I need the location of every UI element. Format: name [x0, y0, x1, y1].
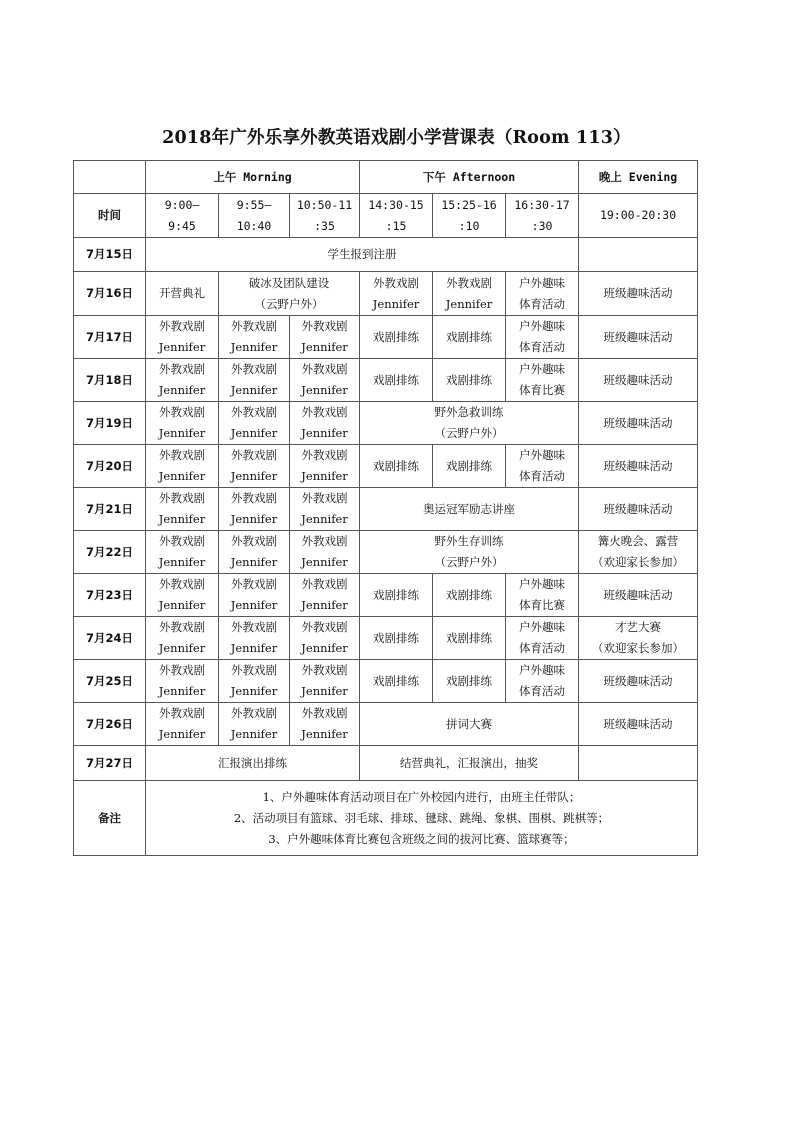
cell-text: 体育活动 — [519, 469, 566, 483]
cell-text: 外教戏剧 — [231, 534, 277, 548]
schedule-cell — [219, 402, 290, 445]
header-evening: 晚上 Evening — [579, 161, 698, 194]
schedule-cell — [579, 488, 698, 531]
schedule-cell — [219, 703, 290, 746]
cell-text: 戏剧排练 — [373, 372, 420, 387]
cell-text: 体育活动 — [519, 296, 566, 311]
cell-text: 户外趣味 — [519, 577, 566, 591]
schedule-cell — [579, 703, 698, 746]
cell-text: Jennifer — [445, 296, 493, 311]
schedule-cell — [219, 316, 290, 359]
cell-text: 户外趣味 — [519, 620, 566, 634]
cell-text: Jennifer — [301, 598, 348, 612]
schedule-cell — [360, 488, 579, 531]
schedule-cell — [146, 272, 219, 316]
cell-text: 破冰及团队建设 — [248, 275, 330, 290]
cell-text: Jennifer — [230, 383, 278, 397]
day-row — [74, 746, 698, 781]
schedule-cell — [579, 272, 698, 316]
schedule-cell — [506, 660, 579, 703]
cell-text: 班级趣味活动 — [603, 415, 673, 430]
notes-label: 备注 — [74, 781, 146, 856]
cell-text: 戏剧排练 — [373, 673, 420, 688]
cell-text: 外教戏剧 — [301, 405, 348, 419]
cell-text: Jennifer — [301, 512, 348, 526]
time-slot-3 — [290, 194, 360, 238]
cell-text: （云野户外） — [434, 555, 504, 569]
cell-text: （云野户外） — [434, 426, 504, 440]
schedule-cell — [146, 359, 219, 402]
cell-text: Jennifer — [158, 684, 206, 698]
cell-text: Jennifer — [301, 340, 348, 354]
cell-text: 戏剧排练 — [373, 329, 420, 344]
cell-text: 户外趣味 — [519, 663, 566, 677]
schedule-cell — [146, 746, 360, 781]
schedule-cell — [360, 703, 579, 746]
day-date: 7月21日 — [74, 488, 146, 531]
day-row — [74, 531, 698, 574]
schedule-cell — [360, 617, 433, 660]
cell-text: 体育活动 — [519, 641, 566, 655]
cell-text: 外教戏剧 — [159, 706, 205, 720]
cell-text: 户外趣味 — [519, 275, 566, 290]
cell-text: （欢迎家长参加） — [592, 641, 685, 655]
cell-text: 学生报到注册 — [327, 247, 397, 261]
cell-text: Jennifer — [230, 598, 278, 612]
schedule-cell — [579, 617, 698, 660]
schedule-cell — [290, 488, 360, 531]
cell-text: Jennifer — [230, 512, 278, 526]
schedule-cell — [146, 574, 219, 617]
schedule-cell — [360, 445, 433, 488]
schedule-cell — [290, 617, 360, 660]
schedule-cell — [360, 402, 579, 445]
schedule-cell — [146, 531, 219, 574]
cell-text: 班级趣味活动 — [603, 329, 673, 344]
cell-text: 班级趣味活动 — [603, 501, 673, 516]
cell-text: 拼词大赛 — [446, 716, 493, 731]
cell-text: 外教戏剧 — [373, 275, 420, 290]
schedule-cell — [506, 574, 579, 617]
schedule-cell — [433, 574, 506, 617]
day-row — [74, 238, 698, 272]
cell-text: Jennifer — [301, 469, 348, 483]
day-date: 7月16日 — [74, 272, 146, 316]
cell-text: 户外趣味 — [519, 319, 566, 333]
schedule-cell — [219, 660, 290, 703]
cell-text: 外教戏剧 — [301, 491, 348, 505]
time-slot-5 — [433, 194, 506, 238]
cell-text: 戏剧排练 — [446, 458, 493, 473]
cell-text: Jennifer — [158, 340, 206, 354]
time-label: 时间 — [74, 194, 146, 238]
schedule-cell — [219, 488, 290, 531]
cell-text: Jennifer — [230, 555, 278, 569]
cell-text: Jennifer — [301, 555, 348, 569]
cell-text: 戏剧排练 — [373, 458, 420, 473]
schedule-cell — [146, 703, 219, 746]
day-date: 7月27日 — [74, 746, 146, 781]
cell-text: 户外趣味 — [519, 362, 566, 376]
cell-text: 奥运冠军励志讲座 — [423, 501, 516, 516]
note-line: 1、户外趣味体育活动项目在广外校园内进行，由班主任带队； — [262, 789, 581, 804]
schedule-cell — [146, 402, 219, 445]
cell-text: Jennifer — [230, 469, 278, 483]
cell-text: Jennifer — [158, 641, 206, 655]
cell-text: 结营典礼，汇报演出，抽奖 — [400, 755, 539, 770]
day-row — [74, 488, 698, 531]
time-slot-start: 9:00— — [164, 197, 200, 212]
cell-text: 体育活动 — [519, 684, 566, 698]
schedule-cell — [290, 703, 360, 746]
cell-text: Jennifer — [301, 684, 348, 698]
schedule-cell — [146, 660, 219, 703]
day-date: 7月18日 — [74, 359, 146, 402]
day-date: 7月22日 — [74, 531, 146, 574]
cell-text: Jennifer — [301, 641, 348, 655]
schedule-cell — [506, 445, 579, 488]
time-slot-2 — [219, 194, 290, 238]
schedule-cell — [146, 316, 219, 359]
cell-text: 戏剧排练 — [373, 630, 420, 645]
cell-text: Jennifer — [158, 555, 206, 569]
day-row — [74, 445, 698, 488]
time-slot-end: 9:45 — [168, 218, 196, 233]
cell-text: 班级趣味活动 — [603, 587, 673, 602]
schedule-cell — [433, 445, 506, 488]
cell-text: 外教戏剧 — [159, 362, 205, 376]
cell-text: Jennifer — [372, 296, 420, 311]
time-slot-start: 9:55— — [236, 197, 272, 212]
time-slot-end: :15 — [385, 218, 407, 233]
day-date: 7月17日 — [74, 316, 146, 359]
schedule-cell — [146, 617, 219, 660]
schedule-cell — [219, 617, 290, 660]
schedule-cell — [433, 272, 506, 316]
schedule-cell — [219, 359, 290, 402]
schedule-cell — [506, 316, 579, 359]
schedule-cell — [146, 445, 219, 488]
schedule-cell — [433, 316, 506, 359]
schedule-cell — [579, 238, 698, 272]
day-date: 7月26日 — [74, 703, 146, 746]
schedule-cell — [433, 660, 506, 703]
schedule-cell — [360, 531, 579, 574]
cell-text: 戏剧排练 — [446, 329, 493, 344]
schedule-cell — [579, 574, 698, 617]
time-slot-evening: 19:00-20:30 — [579, 194, 698, 238]
cell-text: 野外急救训练 — [434, 405, 504, 419]
time-slot-start: 14:30-15 — [368, 197, 424, 212]
cell-text: 外教戏剧 — [301, 319, 348, 333]
cell-text: Jennifer — [230, 727, 278, 741]
schedule-cell — [219, 531, 290, 574]
cell-text: Jennifer — [158, 383, 206, 397]
notes-content — [146, 781, 698, 856]
header-afternoon: 下午 Afternoon — [360, 161, 579, 194]
day-row — [74, 703, 698, 746]
cell-text: 外教戏剧 — [301, 534, 348, 548]
cell-text: 篝火晚会、露营 — [597, 534, 679, 548]
schedule-cell — [433, 359, 506, 402]
note-line: 3、户外趣味体育比赛包含班级之间的拔河比赛、篮球赛等； — [268, 831, 575, 846]
cell-text: 班级趣味活动 — [603, 716, 673, 731]
day-row — [74, 316, 698, 359]
cell-text: 外教戏剧 — [159, 577, 205, 591]
day-date: 7月25日 — [74, 660, 146, 703]
schedule-cell — [360, 359, 433, 402]
cell-text: 外教戏剧 — [446, 275, 493, 290]
schedule-cell — [290, 574, 360, 617]
schedule-cell — [360, 746, 579, 781]
cell-text: 外教戏剧 — [231, 319, 277, 333]
cell-text: 外教戏剧 — [159, 534, 205, 548]
schedule-cell — [360, 316, 433, 359]
cell-text: Jennifer — [230, 426, 278, 440]
schedule-cell — [290, 359, 360, 402]
schedule-cell — [506, 272, 579, 316]
schedule-table — [73, 160, 698, 856]
cell-text: 外教戏剧 — [159, 448, 205, 462]
time-slot-1 — [146, 194, 219, 238]
cell-text: Jennifer — [301, 727, 348, 741]
corner-cell — [74, 161, 146, 194]
cell-text: Jennifer — [158, 598, 206, 612]
schedule-cell — [579, 359, 698, 402]
time-row — [74, 194, 698, 238]
schedule-cell — [579, 660, 698, 703]
cell-text: 外教戏剧 — [301, 663, 348, 677]
day-date: 7月19日 — [74, 402, 146, 445]
day-row — [74, 359, 698, 402]
schedule-cell — [219, 272, 360, 316]
cell-text: 外教戏剧 — [301, 362, 348, 376]
cell-text: 外教戏剧 — [231, 362, 277, 376]
cell-text: 外教戏剧 — [231, 706, 277, 720]
cell-text: Jennifer — [230, 684, 278, 698]
cell-text: Jennifer — [158, 469, 206, 483]
header-morning: 上午 Morning — [146, 161, 360, 194]
schedule-cell — [290, 316, 360, 359]
day-date: 7月24日 — [74, 617, 146, 660]
cell-text: Jennifer — [301, 383, 348, 397]
cell-text: Jennifer — [158, 727, 206, 741]
cell-text: Jennifer — [230, 641, 278, 655]
cell-text: 体育活动 — [519, 340, 566, 354]
cell-text: 外教戏剧 — [159, 319, 205, 333]
cell-text: Jennifer — [301, 426, 348, 440]
page-title: 2018年广外乐享外教英语戏剧小学营课表（Room 113） — [162, 128, 631, 148]
schedule-cell — [219, 574, 290, 617]
day-row — [74, 617, 698, 660]
cell-text: 野外生存训练 — [434, 534, 504, 548]
cell-text: 开营典礼 — [159, 286, 205, 300]
cell-text: 班级趣味活动 — [603, 458, 673, 473]
cell-text: 戏剧排练 — [446, 673, 493, 688]
cell-text: 戏剧排练 — [446, 372, 493, 387]
day-row — [74, 272, 698, 316]
cell-text: 戏剧排练 — [446, 630, 493, 645]
cell-text: 外教戏剧 — [231, 405, 277, 419]
cell-text: 外教戏剧 — [231, 663, 277, 677]
schedule-cell — [506, 359, 579, 402]
cell-text: 户外趣味 — [519, 448, 566, 462]
time-slot-start: 15:25-16 — [441, 197, 497, 212]
schedule-cell — [360, 574, 433, 617]
time-slot-start: 10:50-11 — [296, 197, 353, 212]
time-slot-start: 16:30-17 — [514, 197, 570, 212]
schedule-cell — [360, 272, 433, 316]
day-date: 7月23日 — [74, 574, 146, 617]
cell-text: 外教戏剧 — [159, 491, 205, 505]
cell-text: 戏剧排练 — [373, 587, 420, 602]
note-line: 2、活动项目有篮球、羽毛球、排球、毽球、跳绳、象棋、围棋、跳棋等； — [233, 810, 610, 825]
cell-text: 外教戏剧 — [301, 577, 348, 591]
schedule-cell — [579, 746, 698, 781]
time-slot-end: :35 — [314, 218, 335, 233]
schedule-cell — [506, 617, 579, 660]
cell-text: Jennifer — [158, 512, 206, 526]
cell-text: 班级趣味活动 — [603, 286, 673, 300]
cell-text: 外教戏剧 — [231, 620, 277, 634]
header-row — [74, 161, 698, 194]
time-slot-end: :10 — [458, 218, 480, 233]
cell-text: 体育比赛 — [519, 383, 566, 397]
cell-text: （欢迎家长参加） — [592, 555, 685, 569]
schedule-cell — [290, 445, 360, 488]
cell-text: 体育比赛 — [519, 598, 566, 612]
cell-text: 外教戏剧 — [231, 577, 277, 591]
cell-text: Jennifer — [230, 340, 278, 354]
cell-text: 班级趣味活动 — [603, 372, 673, 387]
schedule-cell — [290, 660, 360, 703]
schedule-cell — [579, 445, 698, 488]
cell-text: 班级趣味活动 — [603, 673, 673, 688]
schedule-cell — [290, 531, 360, 574]
cell-text: 外教戏剧 — [159, 663, 205, 677]
cell-text: 才艺大赛 — [615, 620, 662, 634]
schedule-cell — [219, 445, 290, 488]
day-date: 7月15日 — [74, 238, 146, 272]
time-slot-end: :30 — [531, 218, 553, 233]
cell-text: Jennifer — [158, 426, 206, 440]
notes-row — [74, 781, 698, 856]
cell-text: 外教戏剧 — [159, 620, 205, 634]
schedule-cell — [146, 488, 219, 531]
day-date: 7月20日 — [74, 445, 146, 488]
day-row — [74, 660, 698, 703]
cell-text: 外教戏剧 — [231, 491, 277, 505]
cell-text: 外教戏剧 — [301, 620, 348, 634]
cell-text: （云野户外） — [254, 296, 324, 311]
cell-text: 汇报演出排练 — [218, 755, 288, 770]
day-row — [74, 402, 698, 445]
schedule-cell — [433, 617, 506, 660]
schedule-cell — [146, 238, 579, 272]
cell-text: 外教戏剧 — [301, 706, 348, 720]
cell-text: 戏剧排练 — [446, 587, 493, 602]
schedule-cell — [290, 402, 360, 445]
schedule-cell — [579, 402, 698, 445]
cell-text: 外教戏剧 — [231, 448, 277, 462]
schedule-cell — [579, 531, 698, 574]
schedule-cell — [360, 660, 433, 703]
day-row — [74, 574, 698, 617]
cell-text: 外教戏剧 — [159, 405, 205, 419]
time-slot-4 — [360, 194, 433, 238]
time-slot-6 — [506, 194, 579, 238]
time-slot-end: 10:40 — [236, 218, 272, 233]
schedule-cell — [579, 316, 698, 359]
cell-text: 外教戏剧 — [301, 448, 348, 462]
